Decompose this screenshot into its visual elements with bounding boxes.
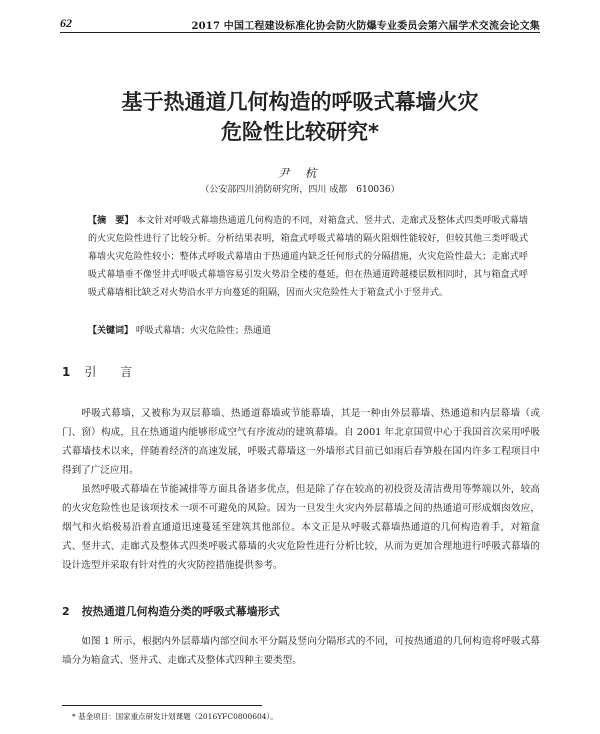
keywords [88,323,528,336]
body-paragraph: 如图 1 所示，根据内外层幕墙内部空间水平分隔及竖向分隔形式的不同，可按热通道的几何构造将呼吸式幕墙分为箱盒式、竖井式、走廊式及整体式四种主要类型。 [62,636,540,666]
section-number: 1 [62,365,71,379]
page-number: 62 [60,16,72,30]
abstract-label: 【摘 要】 [88,216,134,226]
keywords-text: 呼吸式幕墙；火灾危险性；热通道 [135,326,271,336]
section-heading-classification [62,603,280,619]
body-paragraph: 虽然呼吸式幕墙在节能减排等方面具备诸多优点，但是除了存在较高的初投资及清洁费用等弊端以外，较高的火灾危险性也是该项技术一项不可避免的风险。因为一旦发生火灾内外层幕墙之间的热通道可形成烟囱效应，烟气和火焰极易沿着直通道迅速蔓延至建筑其他部位。本文正是从呼吸式幕墙热通道的几何构造着手，对箱盒式、竖井式、走廊式及整体式四类呼吸式幕墙的火灾危险性进行分析比较，从而为更加合理地进行呼吸式幕墙的设计选型并采取有针对性的火灾防控措施提供参考。 [62,484,540,571]
paper-title-line-1: 基于热通道几何构造的呼吸式幕墙火灾 [121,90,479,114]
body-paragraph: 呼吸式幕墙，又被称为双层幕墙、热通道幕墙或节能幕墙，其是一种由外层幕墙、热通道和内层幕墙（或门、窗）构成，且在热通道内能够形成空气有序流动的建筑幕墙。自 2001 年北京国贸中心于我国首次采用呼吸式幕墙技术以来，伴随着经济的高速发展，呼吸式幕墙这一外墙形式目前已如雨后春笋般在国内许多工程项目中得到了广泛应用。 [62,408,540,476]
paper-title-line-2: 危险性比较研究* [221,120,379,144]
section-title: 引 言 [84,365,143,379]
page-header [60,16,540,33]
footnote: * 基金项目：国家重点研发计划课题（2016YFC0800604）。 [72,712,278,721]
author-affiliation: （公安部四川消防研究所，四川 成都 610036） [200,185,400,195]
keywords-label: 【关键词】 [88,326,134,336]
section-heading-introduction [62,363,142,380]
abstract [88,212,528,302]
footnote-divider [62,705,262,706]
abstract-text: 本文针对呼吸式幕墙热通道几何构造的不同，对箱盒式、竖井式、走廊式及整体式四类呼吸式幕墙的火灾危险性进行了比较分析。分析结果表明，箱盒式呼吸式幕墙的隔火阻烟性能较好，但较其他三类呼吸式幕墙火灾危险性较小；整体式呼吸式幕墙由于热通道内缺乏任何形式的分隔措施，火灾危险性最大；走廊式呼吸式幕墙垂不像竖井式呼吸式幕墙容易引发火势沿全楼的蔓延，但在热通道跨越楼层数相同时，其与箱盒式呼吸式幕墙相比缺乏对火势沿水平方向蔓延的阻隔，因而火灾危险性大于箱盒式小于竖井式。 [88,216,528,298]
section-title: 按热通道几何构造分类的呼吸式幕墙形式 [81,605,280,618]
author-name: 尹 杭 [277,166,323,180]
section-number: 2 [62,605,70,618]
running-title: 2017 中国工程建设标准化协会防火防爆专业委员会第六届学术交流会论文集 [191,21,540,32]
